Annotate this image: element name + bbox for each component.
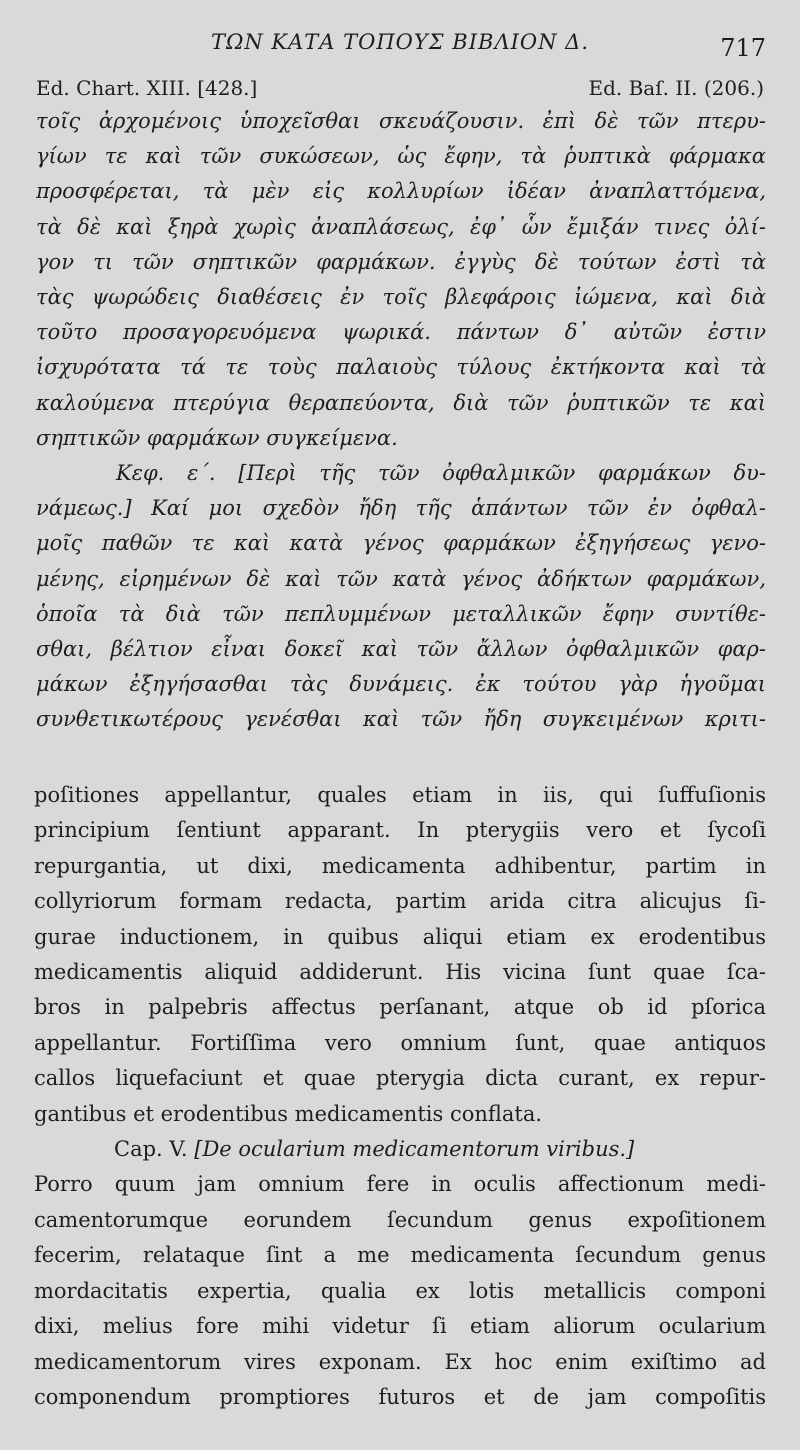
latin-line: bros in palpebris affectus perſanant, atque ob id pſorica bbox=[34, 995, 766, 1020]
greek-line: τὰς ψωρώδεις διαθέσεις ἐν τοῖς βλεφάροις ἰώμενα, καὶ διὰ bbox=[36, 285, 766, 310]
greek-line: τοῖς ἀρχομένοις ὑποχεῖσθαι σκευάζουσιν. ἐπὶ δὲ τῶν πτερυ- bbox=[36, 109, 766, 133]
latin-line: poſitiones appellantur, quales etiam in iis, qui ſuffuſionis bbox=[34, 783, 766, 807]
latin-line: componendum promptiores futuros et de jam compoſitis bbox=[34, 1384, 766, 1409]
running-head: ΤΩΝ ΚΑΤΑ ΤΟΠΟΥΣ ΒΙΒΛΙΟΝ Δ. bbox=[210, 30, 590, 54]
cap-title: [De ocularium medicamentorum viribus.] bbox=[194, 1137, 635, 1162]
latin-text-block bbox=[34, 778, 766, 1415]
latin-line: medicamentorum vires exponam. Ex hoc enim exiſtimo ad bbox=[34, 1349, 766, 1374]
greek-text-block bbox=[36, 104, 766, 738]
greek-line: γον τι τῶν σηπτικῶν φαρμάκων. ἐγγὺς δὲ τούτων ἐστὶ τὰ bbox=[36, 249, 766, 274]
greek-line: νάμεως.] Καί μοι σχεδὸν ἤδη τῆς ἁπάντων τῶν ἐν ὀφθαλ- bbox=[36, 496, 766, 521]
latin-line: callos liquefaciunt et quae pterygia dicta curant, ex repur- bbox=[34, 1066, 766, 1091]
latin-line: fecerim, relataque ſint a me medicamenta ſecundum genus bbox=[34, 1243, 766, 1268]
latin-line: repurgantia, ut dixi, medicamenta adhibentur, partim in bbox=[34, 853, 766, 878]
greek-line: ἰσχυρότατα τά τε τοὺς παλαιοὺς τύλους ἐκτήκοντα καὶ τὰ bbox=[36, 355, 766, 380]
edition-reference-left: Ed. Chart. XIII. [428.] bbox=[36, 76, 258, 100]
latin-line: camentorumque eorundem ſecundum genus expoſitionem bbox=[34, 1207, 766, 1232]
latin-line: appellantur. Fortiſſima vero omnium ſunt, quae antiquos bbox=[34, 1030, 766, 1055]
latin-chapter-heading bbox=[34, 1132, 766, 1167]
greek-line: σθαι, βέλτιον εἶναι δοκεῖ καὶ τῶν ἄλλων ὀφθαλμικῶν φαρ- bbox=[36, 637, 766, 662]
greek-line: ὁποῖα τὰ διὰ τῶν πεπλυμμένων μεταλλικῶν ἔφην συντίθε- bbox=[36, 601, 766, 626]
greek-line: καλούμενα πτερύγια θεραπεύοντα, διὰ τῶν ῥυπτικῶν τε καὶ bbox=[36, 390, 766, 415]
latin-line: gantibus et erodentibus medicamentis conflata. bbox=[34, 1101, 543, 1126]
edition-reference-right: Ed. Baſ. II. (206.) bbox=[588, 76, 764, 100]
latin-line: collyriorum formam redacta, partim arida citra alicujus ſi- bbox=[34, 889, 766, 914]
greek-line: τοῦτο προσαγορευόμενα ψωρικά. πάντων δ᾽ αὐτῶν ἐστιν bbox=[36, 320, 766, 345]
latin-line: gurae inductionem, in quibus aliqui etiam ex erodentibus bbox=[34, 924, 766, 949]
latin-line: Porro quum jam omnium fere in oculis affectionum medi- bbox=[34, 1172, 766, 1197]
greek-line: γίων τε καὶ τῶν συκώσεων, ὡς ἔφην, τὰ ῥυπτικὰ φάρμακα bbox=[36, 144, 766, 169]
latin-line: mordacitatis expertia, qualia ex lotis metallicis componi bbox=[34, 1278, 766, 1303]
latin-line: medicamentis aliquid addiderunt. His vicina ſunt quae ſca- bbox=[34, 960, 766, 985]
latin-line: principium ſentiunt apparant. In pterygiis vero et ſycoſi bbox=[34, 818, 766, 843]
latin-line: dixi, melius fore mihi videtur ſi etiam aliorum ocularium bbox=[34, 1314, 766, 1339]
greek-line: σηπτικῶν φαρμάκων συγκείμενα. bbox=[36, 425, 398, 450]
cap-label: Cap. V. bbox=[114, 1137, 188, 1162]
greek-line: μοῖς παθῶν τε καὶ κατὰ γένος φαρμάκων ἐξηγήσεως γενο- bbox=[36, 531, 766, 556]
greek-line: μένης, εἰρημένων δὲ καὶ τῶν κατὰ γένος ἀδήκτων φαρμάκων, bbox=[36, 566, 766, 591]
greek-chapter-heading: Κεφ. ε΄. [Περὶ τῆς τῶν ὀφθαλμικῶν φαρμάκων δυ- bbox=[116, 461, 766, 486]
page-number: 717 bbox=[720, 34, 766, 62]
greek-line: προσφέρεται, τὰ μὲν εἰς κολλυρίων ἰδέαν ἀναπλαττόμενα, bbox=[36, 179, 766, 204]
greek-line: συνθετικωτέρους γενέσθαι καὶ τῶν ἤδη συγκειμένων κριτι- bbox=[36, 707, 766, 732]
greek-line: τὰ δὲ καὶ ξηρὰ χωρὶς ἀναπλάσεως, ἐφ᾽ ὧν ἔμιξάν τινες ὀλί- bbox=[36, 214, 766, 239]
greek-line: μάκων ἐξηγήσασθαι τὰς δυνάμεις. ἐκ τούτου γὰρ ἡγοῦμαι bbox=[36, 672, 766, 697]
